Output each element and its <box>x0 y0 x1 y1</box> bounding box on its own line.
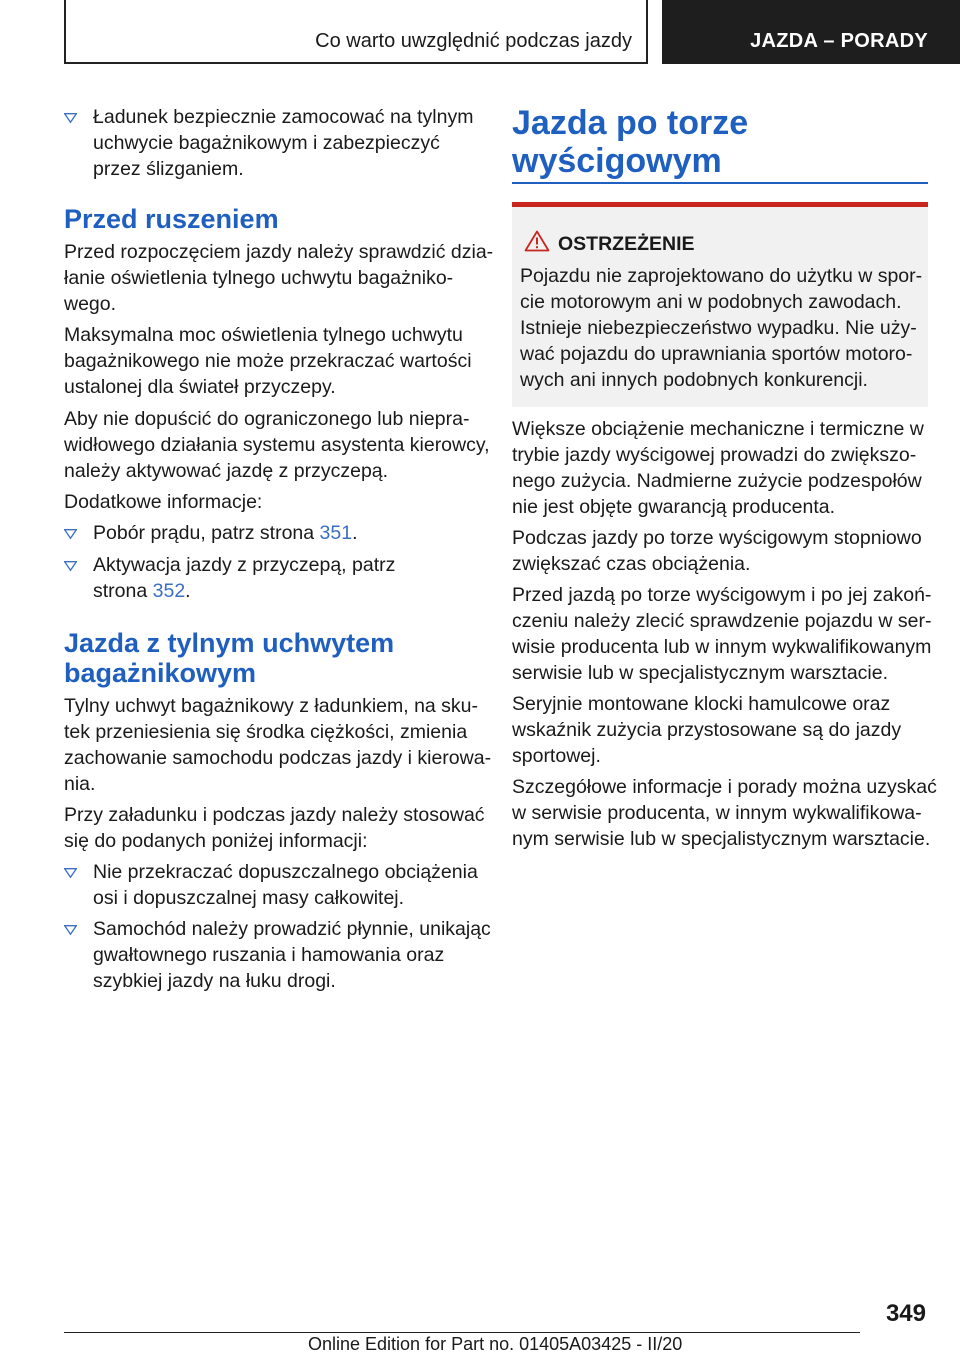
page-link-352[interactable]: 352 <box>152 580 186 602</box>
list-item-text: szybkiej jazdy na łuku drogi. <box>93 970 336 992</box>
paragraph-line: bagażnikowego nie może przekraczać wartości <box>64 350 472 372</box>
paragraph-line: nego zużycia. Nadmierne zużycie podzespołów <box>512 470 922 492</box>
paragraph-line: czeniu należy zlecić sprawdzenie pojazdu w ser‐ <box>512 610 932 632</box>
paragraph-line: Seryjnie montowane klocki hamulcowe oraz <box>512 693 891 715</box>
warning-bar <box>512 202 928 207</box>
triangle-bullet-icon <box>64 520 78 546</box>
paragraph-line: w serwisie producenta, w innym wykwalifikowa‐ <box>512 802 922 824</box>
reference-text: strona <box>93 580 153 602</box>
paragraph-line: ustalonej dla świateł przyczepy. <box>64 376 336 398</box>
section-heading-przed-ruszeniem: Przed ruszeniem <box>64 204 279 234</box>
header-section-title: Co warto uwzględnić podczas jazdy <box>315 30 632 52</box>
warning-triangle-icon <box>524 230 550 257</box>
page-header <box>64 0 960 66</box>
warning-text-line: Istnieje niebezpieczeństwo wypadku. Nie uży‐ <box>520 317 917 339</box>
paragraph-line: zwiększać czas obciążenia. <box>512 553 751 575</box>
list-item-text: przez ślizganiem. <box>93 158 244 180</box>
list-item-text: Ładunek bezpiecznie zamocować na tylnym <box>93 106 474 128</box>
paragraph-line: Większe obciążenie mechaniczne i termiczne w <box>512 418 924 440</box>
title-divider <box>512 182 928 184</box>
paragraph-line: wego. <box>64 293 117 315</box>
paragraph-line: Szczegółowe informacje i porady można uzyskać <box>512 776 937 798</box>
warning-text-line: wać pojazdu do uprawniania sportów motoro‐ <box>520 343 913 365</box>
paragraph-line: trybie jazdy wyścigowej prowadzi do zwiększo‐ <box>512 444 917 466</box>
paragraph-line: się do podanych poniżej informacji: <box>64 830 368 852</box>
paragraph-line: wskaźnik zużycia przystosowane są do jazdy <box>512 719 902 741</box>
paragraph-line: Tylny uchwyt bagażnikowy z ładunkiem, na sku‐ <box>64 695 479 717</box>
paragraph-line: nie jest objęte gwarancją producenta. <box>512 496 836 518</box>
paragraph-line: Podczas jazdy po torze wyścigowym stopniowo <box>512 527 922 549</box>
triangle-bullet-icon <box>64 104 78 130</box>
paragraph-line: wisie producenta lub w innym wykwalifikowanym <box>512 636 932 658</box>
header-chapter-box <box>662 0 960 64</box>
page-title: wyścigowym <box>512 142 722 180</box>
paragraph-line: Maksymalna moc oświetlenia tylnego uchwytu <box>64 324 463 346</box>
warning-box <box>512 202 928 407</box>
footer-edition: Online Edition for Part no. 01405A03425 - II/20 <box>308 1334 683 1354</box>
paragraph-line: serwisie lub w specjalistycznym warsztacie. <box>512 662 889 684</box>
list-item-text: Aktywacja jazdy z przyczepą, patrz <box>93 554 396 576</box>
paragraph-line: nia. <box>64 773 96 795</box>
paragraph-line: Przy załadunku i podczas jazdy należy stosować <box>64 804 485 826</box>
section-heading-jazda-z-uchwytem: Jazda z tylnym uchwytem <box>64 628 395 658</box>
list-item-text: gwałtownego ruszania i hamowania oraz <box>93 944 445 966</box>
list-item-text: Nie przekraczać dopuszczalnego obciążenia <box>93 861 478 883</box>
section-heading-jazda-z-uchwytem: bagażnikowym <box>64 658 257 688</box>
triangle-bullet-icon <box>64 552 78 578</box>
triangle-bullet-icon <box>64 916 78 942</box>
paragraph-line: widłowego działania systemu asystenta kierowcy, <box>64 434 490 456</box>
paragraph-line: sportowej. <box>512 745 601 767</box>
paragraph-line: zachowanie samochodu podczas jazdy i kierowa‐ <box>64 747 492 769</box>
paragraph-line: Przed jazdą po torze wyścigowym i po jej zakoń‐ <box>512 584 932 606</box>
header-chapter-title: JAZDA – PORADY <box>750 30 928 52</box>
reference-text: Pobór prądu, patrz strona <box>93 522 320 544</box>
warning-text-line: wych ani innych podobnych konkurencji. <box>520 369 868 391</box>
list-item-text: Pobór prądu, patrz strona 351. <box>93 522 358 544</box>
list-item-text: Samochód należy prowadzić płynnie, unikając <box>93 918 491 940</box>
footer-divider <box>64 1332 860 1333</box>
page-title: Jazda po torze <box>512 104 749 142</box>
warning-text-line: Pojazdu nie zaprojektowano do użytku w spor‐ <box>520 265 923 287</box>
list-item-text: osi i dopuszczalnej masy całkowitej. <box>93 887 405 909</box>
header-section-box <box>64 0 648 64</box>
paragraph-line: tek przeniesienia się środka ciężkości, zmienia <box>64 721 468 743</box>
paragraph-line: Przed rozpoczęciem jazdy należy sprawdzić dzia‐ <box>64 241 494 263</box>
page-link-351[interactable]: 351 <box>319 522 353 544</box>
warning-text-line: cie motorowym ani w podobnych zawodach. <box>520 291 902 313</box>
triangle-bullet-icon <box>64 859 78 885</box>
paragraph-line: należy aktywować jazdę z przyczepą. <box>64 460 389 482</box>
paragraph-line: nym serwisie lub w specjalistycznym warsztacie. <box>512 828 931 850</box>
list-item-text: uchwycie bagażnikowym i zabezpieczyć <box>93 132 440 154</box>
paragraph-line: Dodatkowe informacje: <box>64 491 263 513</box>
paragraph-line: łanie oświetlenia tylnego uchwytu bagażniko‐ <box>64 267 454 289</box>
page-number: 349 <box>885 1300 926 1327</box>
list-item-text: strona 352. <box>93 580 191 602</box>
paragraph-line: Aby nie dopuścić do ograniczonego lub niepra‐ <box>64 408 470 430</box>
warning-label: OSTRZEŻENIE <box>558 233 695 255</box>
